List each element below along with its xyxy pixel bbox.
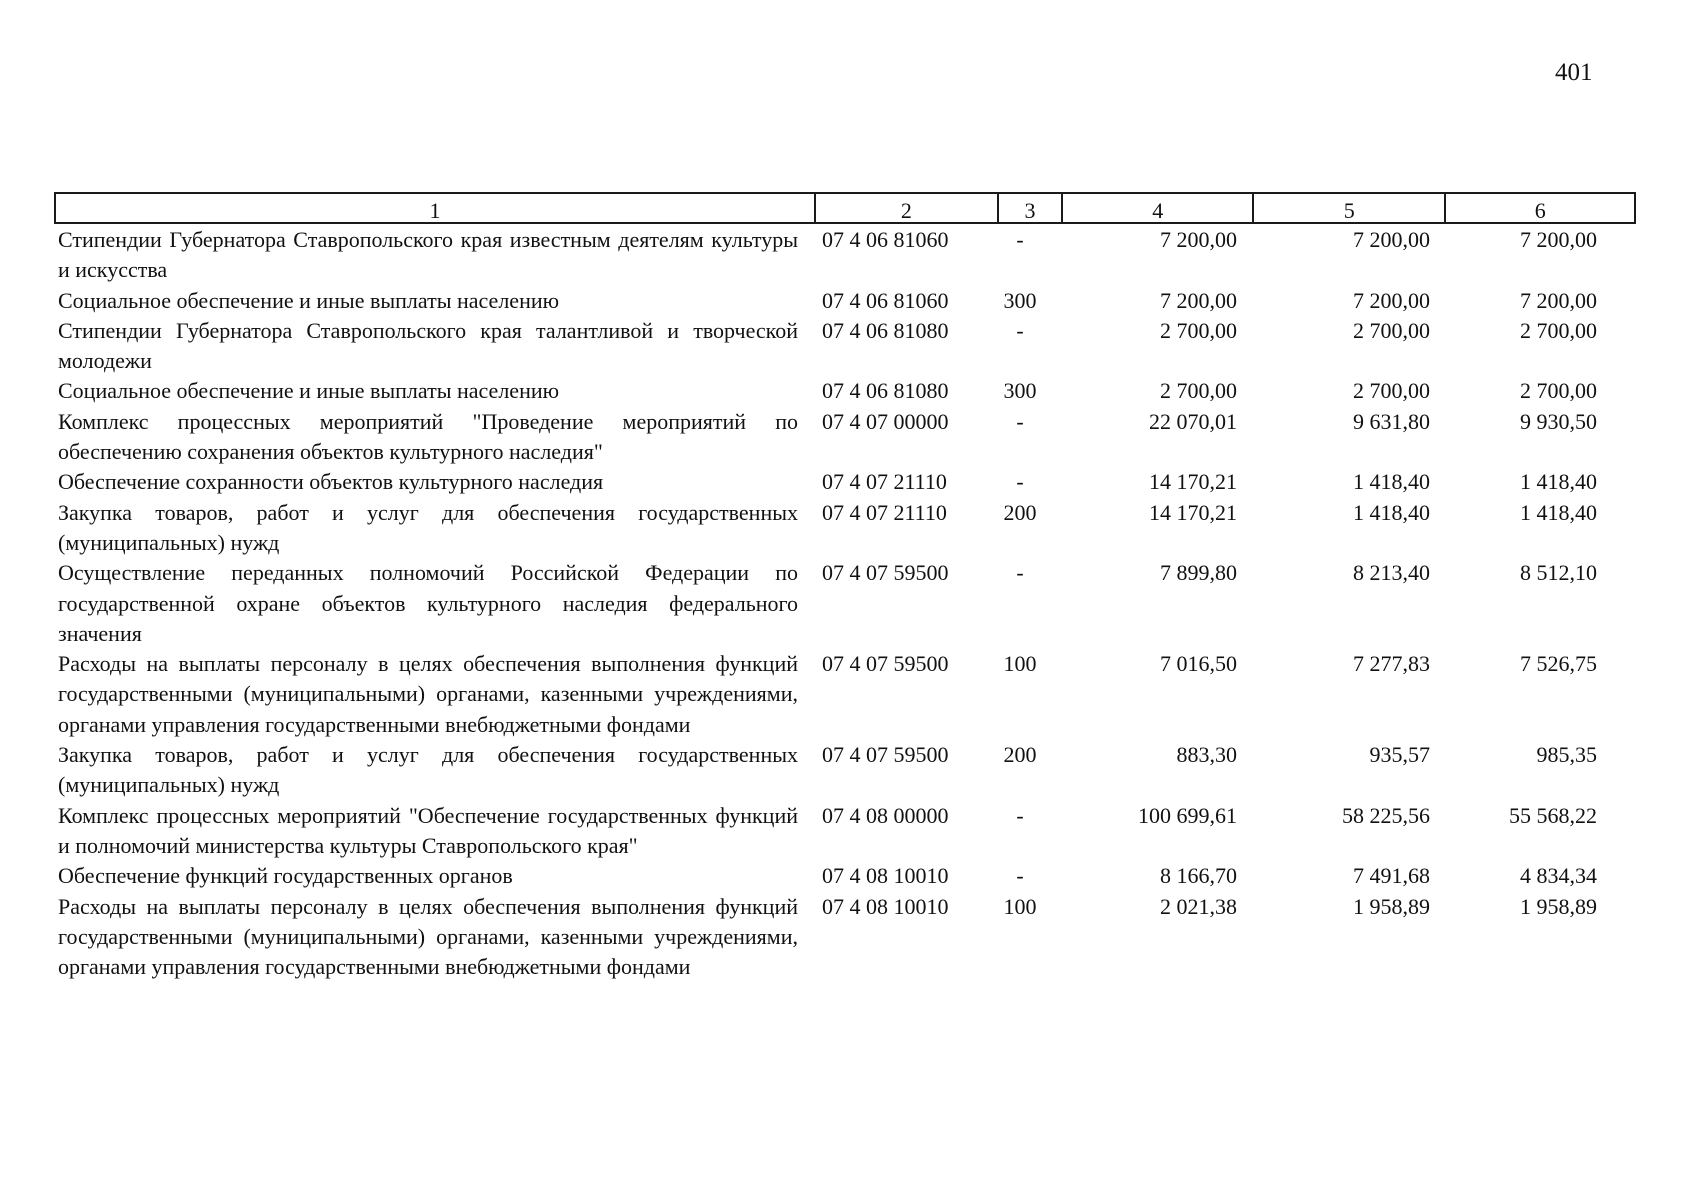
- row-type-cell: -: [1016, 560, 1024, 586]
- row-value-5-cell: 58 225,56: [1342, 802, 1430, 828]
- row-value-5-cell: 1 958,89: [1353, 893, 1430, 919]
- row-value-4-cell: 883,30: [1176, 742, 1237, 768]
- row-value-4-cell: 8 166,70: [1160, 863, 1237, 889]
- row-name-cell: Расходы на выплаты персоналу в целях обеспечения выполнения функций государственными (муниципальными) органами, казенными учреждениями, органами управления государственными внебюджетными фондами: [58, 893, 798, 980]
- table-row: [58, 801, 1636, 862]
- row-code-cell: 07 4 06 81060: [822, 287, 949, 313]
- row-value-5-cell: 2 700,00: [1353, 378, 1430, 404]
- row-value-5-cell: 7 491,68: [1353, 863, 1430, 889]
- row-type-cell: 300: [1003, 287, 1037, 313]
- table-row: [58, 740, 1636, 801]
- table-header-row: [54, 192, 1636, 224]
- row-code-cell: 07 4 06 81080: [822, 317, 949, 343]
- row-value-6-cell: 1 958,89: [1520, 893, 1597, 919]
- row-value-4-cell: 2 021,38: [1160, 893, 1237, 919]
- row-value-5-cell: 1 418,40: [1353, 469, 1430, 495]
- row-value-5-cell: 1 418,40: [1353, 499, 1430, 525]
- row-code-cell: 07 4 07 59500: [822, 560, 949, 586]
- row-type-cell: -: [1016, 408, 1024, 434]
- table-row: [58, 225, 1636, 286]
- row-value-6-cell: 4 834,34: [1520, 863, 1597, 889]
- row-value-6-cell: 2 700,00: [1520, 317, 1597, 343]
- row-name-cell: Социальное обеспечение и иные выплаты населению: [58, 378, 560, 404]
- row-value-4-cell: 7 200,00: [1160, 227, 1237, 252]
- row-name-cell: Обеспечение сохранности объектов культурного наследия: [58, 469, 604, 495]
- row-type-cell: -: [1016, 317, 1024, 343]
- table-row: [58, 498, 1636, 559]
- row-code-cell: 07 4 07 00000: [822, 408, 949, 434]
- row-value-5-cell: 7 200,00: [1353, 227, 1430, 252]
- row-type-cell: 100: [1003, 893, 1037, 919]
- row-type-cell: 100: [1003, 651, 1037, 677]
- row-code-cell: 07 4 08 10010: [822, 893, 949, 919]
- row-code-cell: 07 4 06 81080: [822, 378, 949, 404]
- row-value-5-cell: 935,57: [1369, 742, 1430, 768]
- row-name-cell: Закупка товаров, работ и услуг для обеспечения государственных (муниципальных) нужд: [58, 499, 798, 555]
- row-value-4-cell: 100 699,61: [1138, 802, 1237, 828]
- row-name-cell: Комплекс процессных мероприятий "Обеспечение государственных функций и полномочий министерства культуры Ставропольского края": [58, 802, 798, 858]
- row-code-cell: 07 4 07 21110: [822, 469, 947, 495]
- row-value-5-cell: 7 277,83: [1353, 651, 1430, 677]
- column-header-1: 1: [56, 194, 816, 222]
- row-value-6-cell: 985,35: [1536, 742, 1597, 768]
- row-value-6-cell: 55 568,22: [1509, 802, 1597, 828]
- table-row: [58, 316, 1636, 377]
- column-header-5: 5: [1254, 194, 1447, 222]
- row-value-6-cell: 9 930,50: [1520, 408, 1597, 434]
- row-name-cell: Социальное обеспечение и иные выплаты населению: [58, 287, 560, 313]
- table-body: [58, 225, 1636, 982]
- table-row: [58, 286, 1636, 316]
- row-type-cell: -: [1016, 227, 1024, 252]
- row-value-5-cell: 8 213,40: [1353, 560, 1430, 586]
- row-name-cell: Стипендии Губернатора Ставропольского края талантливой и творческой молодежи: [58, 317, 798, 374]
- row-code-cell: 07 4 08 10010: [822, 863, 949, 889]
- row-value-6-cell: 1 418,40: [1520, 469, 1597, 495]
- row-type-cell: -: [1016, 802, 1024, 828]
- row-name-cell: Осуществление переданных полномочий Российской Федерации по государственной охране объектов культурного наследия федерального значения: [58, 560, 798, 646]
- row-name-cell: Закупка товаров, работ и услуг для обеспечения государственных (муниципальных) нужд: [58, 742, 798, 798]
- table-row: [58, 649, 1636, 740]
- row-value-6-cell: 1 418,40: [1520, 499, 1597, 525]
- page-number: 401: [1555, 59, 1593, 86]
- row-value-5-cell: 2 700,00: [1353, 317, 1430, 343]
- row-value-5-cell: 7 200,00: [1353, 287, 1430, 313]
- row-name-cell: Комплекс процессных мероприятий "Проведение мероприятий по обеспечению сохранения объектов культурного наследия": [58, 408, 798, 465]
- row-value-4-cell: 14 170,21: [1149, 499, 1237, 525]
- table-row: [58, 861, 1636, 891]
- row-value-4-cell: 2 700,00: [1160, 317, 1237, 343]
- row-type-cell: 300: [1003, 378, 1037, 404]
- column-header-3: 3: [999, 194, 1064, 222]
- row-code-cell: 07 4 06 81060: [822, 227, 949, 252]
- row-name-cell: Стипендии Губернатора Ставропольского края известным деятелям культуры и искусства: [58, 227, 798, 283]
- column-header-2: 2: [816, 194, 999, 222]
- row-value-6-cell: 2 700,00: [1520, 378, 1597, 404]
- row-value-6-cell: 8 512,10: [1520, 560, 1597, 586]
- table-row: [58, 892, 1636, 983]
- row-type-cell: -: [1016, 469, 1024, 495]
- row-name-cell: Расходы на выплаты персоналу в целях обеспечения выполнения функций государственными (муниципальными) органами, казенными учреждениями, органами управления государственными внебюджетными фондами: [58, 651, 798, 737]
- row-value-6-cell: 7 526,75: [1520, 651, 1597, 677]
- table-row: [58, 558, 1636, 649]
- row-value-6-cell: 7 200,00: [1520, 287, 1597, 313]
- row-code-cell: 07 4 07 59500: [822, 742, 949, 768]
- row-name-cell: Обеспечение функций государственных органов: [58, 863, 513, 889]
- row-type-cell: 200: [1003, 499, 1037, 525]
- row-value-4-cell: 7 016,50: [1160, 651, 1237, 677]
- row-code-cell: 07 4 08 00000: [822, 802, 949, 828]
- row-code-cell: 07 4 07 59500: [822, 651, 949, 677]
- row-value-4-cell: 14 170,21: [1149, 469, 1237, 495]
- column-header-4: 4: [1063, 194, 1254, 222]
- table-row: [58, 407, 1636, 468]
- row-value-4-cell: 22 070,01: [1149, 408, 1237, 434]
- row-code-cell: 07 4 07 21110: [822, 499, 947, 525]
- row-type-cell: -: [1016, 863, 1024, 889]
- row-value-6-cell: 7 200,00: [1520, 227, 1597, 252]
- table-row: [58, 376, 1636, 406]
- column-header-6: 6: [1534, 198, 1546, 223]
- row-value-4-cell: 2 700,00: [1160, 378, 1237, 404]
- row-value-5-cell: 9 631,80: [1353, 408, 1430, 434]
- table-row: [58, 467, 1636, 497]
- row-type-cell: 200: [1003, 742, 1037, 768]
- row-value-4-cell: 7 899,80: [1160, 560, 1237, 586]
- row-value-4-cell: 7 200,00: [1160, 287, 1237, 313]
